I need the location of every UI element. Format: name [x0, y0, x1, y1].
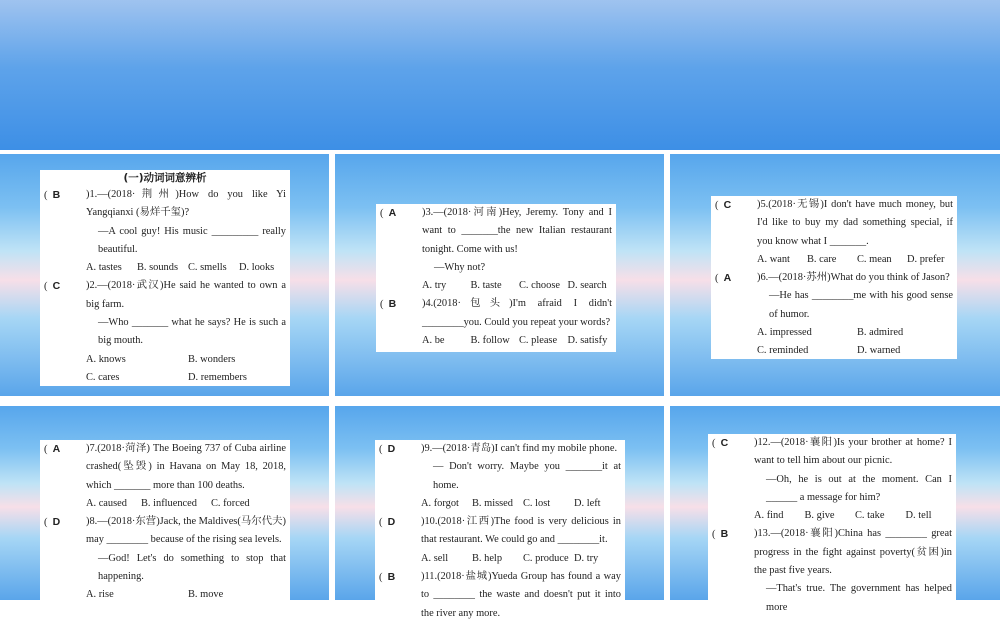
option: C. choose [519, 280, 560, 292]
options-row [375, 550, 625, 568]
answer-bracket: ( B [379, 571, 396, 584]
answer-bracket: ( C [712, 437, 729, 449]
option: B. sounds [137, 262, 178, 274]
options-row [40, 586, 290, 604]
option: B. care [807, 253, 837, 265]
option: C. reminded [757, 345, 809, 357]
option: D. warned [857, 345, 901, 357]
option: D. tell [905, 510, 932, 522]
options-row [375, 495, 625, 513]
option: B. taste [470, 280, 502, 292]
option: D. prefer [907, 253, 945, 265]
question-5: ( C )5.(2018·无锡)I don't have much money, but I'd like to buy my dad something special, if you know what I _______. [711, 196, 957, 251]
question-10: ( D )10.(2018·江西)The food is very delicious in that restaurant. We could go and ________it. [375, 513, 625, 550]
option: D. left [574, 497, 601, 509]
option: B. admired [857, 327, 904, 339]
options-row [711, 324, 957, 361]
answer-bracket: ( D [44, 516, 61, 529]
slide-panel-1[interactable] [0, 154, 329, 396]
question-13: ( B )13.—(2018·襄阳)China has ________ great progress in the fight against poverty(贫困)in the past five years. [708, 525, 956, 580]
option: B. influenced [140, 497, 197, 509]
dialogue-line: —Who _______ what he says? He is such a big mouth. [98, 317, 286, 347]
option: A. knows [86, 353, 126, 365]
question-card [40, 170, 290, 386]
answer-bracket: ( B [712, 528, 729, 541]
slide-panel-2[interactable] [335, 154, 664, 396]
question-11: ( B )11.(2018·盐城)Yueda Group has found a way to ________ the waste and doesn't put it into the river any more. [375, 568, 625, 623]
answer-bracket: ( A [380, 207, 397, 219]
slide-panel-6[interactable] [670, 406, 1000, 613]
dialogue-line: —Why not? [434, 261, 486, 273]
option: C. produce [523, 552, 569, 564]
slide-panel-5[interactable] [335, 406, 664, 619]
question-card [40, 440, 290, 605]
answer-bracket: ( B [380, 298, 397, 311]
option: A. rise [86, 589, 114, 601]
question-9: ( D )9.—(2018·青岛)I can't find my mobile phone. [375, 440, 625, 458]
option: B. give [804, 510, 835, 522]
option: C. lost [523, 497, 551, 509]
option: C. forced [210, 497, 250, 509]
options-row [40, 351, 290, 388]
question-card [375, 440, 625, 619]
option: C. take [855, 510, 885, 522]
options-row [40, 259, 290, 277]
question-7: ( A )7.(2018·菏泽) The Boeing 737 of Cuba airline crashed(坠毁) in Havana on May 18, 2018, which _______ more than 100 deaths. [40, 440, 290, 495]
question-card [376, 204, 616, 352]
answer-bracket: ( B [44, 189, 61, 201]
dialogue-line: —God! Let's do something to stop that happening. [98, 552, 286, 583]
question-card [711, 196, 957, 359]
options-row [376, 277, 616, 295]
option: A. caused [86, 497, 127, 509]
question-2: ( C )2.—(2018·武汉)He said he wanted to own a big farm. [40, 277, 290, 314]
option: C. smells [188, 262, 227, 274]
option: D. remembers [188, 371, 247, 383]
option: C. please [519, 335, 558, 347]
dialogue-line: —That's true. The government has helped more [766, 583, 952, 613]
dialogue-line: —A cool guy! His music _________ really beautiful. [98, 225, 286, 255]
question-3: ( A )3.—(2018·河南)Hey, Jeremy. Tony and I want to _______the new Italian restaurant tonight. Come with us! [376, 204, 616, 259]
dialogue-line: —He has ________me with his good sense of humor. [769, 290, 953, 320]
dialogue-line: —Oh, he is out at the moment. Can I ______ a message for him? [766, 473, 952, 503]
option: A. find [754, 510, 784, 522]
option: A. impressed [757, 327, 812, 339]
answer-bracket: ( C [44, 280, 61, 293]
option: B. move [188, 589, 224, 601]
question-6: ( A )6.—(2018·苏州)What do you think of Jason? [711, 269, 957, 287]
question-8: ( D )8.—(2018·东营)Jack, the Maldives(马尔代夫) may ________ because of the rising sea levels. [40, 513, 290, 550]
option: A. try [422, 280, 447, 292]
option: A. want [757, 253, 790, 265]
slide-panel-3[interactable] [670, 154, 1000, 396]
option: D. search [567, 280, 607, 292]
options-row [711, 251, 957, 269]
answer-bracket: ( A [44, 443, 61, 455]
option: D. try [574, 552, 599, 564]
option: A. tastes [86, 262, 122, 274]
answer-bracket: ( D [379, 516, 396, 529]
answer-bracket: ( D [379, 443, 396, 455]
answer-bracket: ( A [715, 272, 732, 285]
option: A. sell [421, 552, 449, 564]
option: A. forgot [421, 497, 459, 509]
option: B. help [472, 552, 503, 564]
option: B. missed [472, 497, 513, 509]
option: B. follow [470, 335, 510, 347]
question-12: ( C )12.—(2018·襄阳)Is your brother at home? I want to tell him about our picnic. [708, 434, 956, 471]
option: A. be [422, 335, 445, 347]
option: C. cares [86, 371, 120, 383]
question-1: ( B )1.—(2018·荆州)How do you like Yi Yangqianxi (易烊千玺)? [40, 186, 290, 223]
options-row [40, 495, 290, 513]
title-banner [0, 0, 1000, 150]
dialogue-line: — Don't worry. Maybe you _______it at home. [433, 461, 621, 491]
option: B. wonders [188, 353, 236, 365]
options-row [376, 332, 616, 350]
slide-panel-4[interactable] [0, 406, 329, 600]
option: C. mean [857, 253, 892, 265]
section-title: (一)动词词意辨析 [123, 172, 207, 184]
option: D. looks [239, 262, 275, 274]
question-card [708, 434, 956, 613]
answer-bracket: ( C [715, 199, 732, 211]
options-row [708, 507, 956, 525]
question-4: ( B )4.(2018·包头)I'm afraid I didn't ________you. Could you repeat your words? [376, 295, 616, 332]
option: D. satisfy [567, 335, 608, 347]
